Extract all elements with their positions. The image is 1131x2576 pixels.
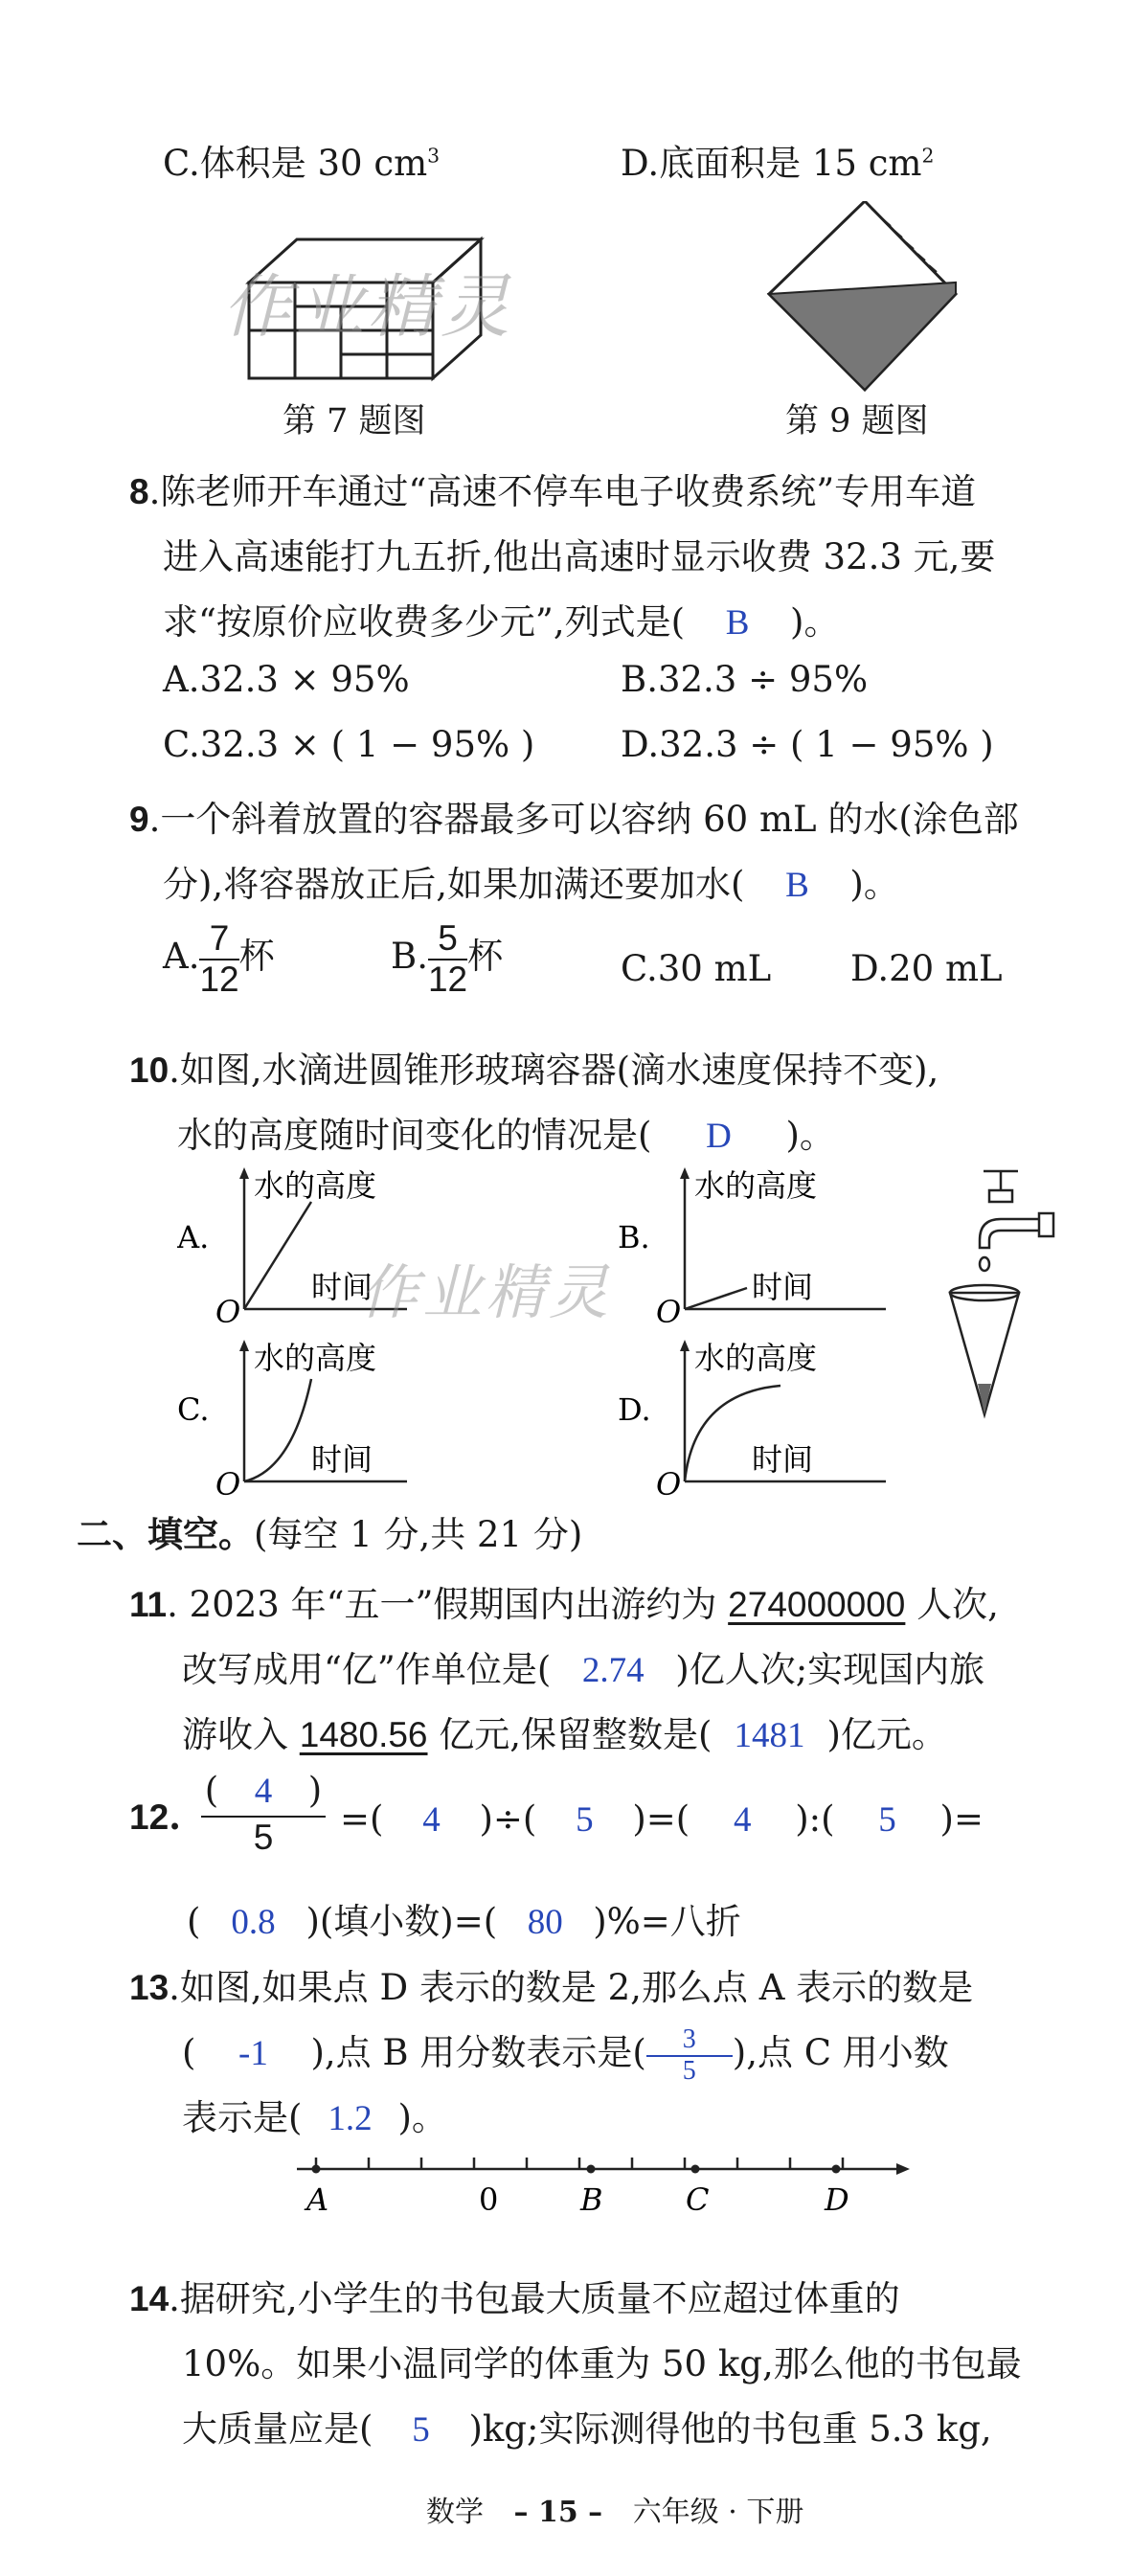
q9-option-a-num: 7 (199, 919, 238, 960)
q13-answer-2-den: 5 (682, 2055, 696, 2086)
q10-graph-d-xlabel: 时间 (752, 1441, 814, 1478)
q8-option-d: D.32.3 ÷ ( 1 − 95% ) (621, 724, 994, 765)
section2-note: (每空 1 分,共 21 分) (254, 1514, 583, 1555)
q11-line1-number: 274000000 (728, 1585, 906, 1624)
q12-eq3: )= (939, 1798, 984, 1840)
q10-graph-c-label: C. (177, 1391, 210, 1428)
q7-option-d-sup: 2 (921, 144, 935, 168)
q11-line3 (182, 1706, 947, 1757)
q12-colon: ):( (795, 1798, 835, 1840)
footer-grade: 六年级 · 下册 (632, 2496, 804, 2529)
q11-line3-post: )亿元。 (826, 1714, 947, 1755)
q13-number-line (287, 2145, 919, 2231)
q13-number: 13 (129, 1968, 170, 2007)
q7-option-c-sup: 3 (427, 144, 441, 168)
q9-option-b-den: 12 (427, 959, 468, 999)
q12-answer-decimal: 0.8 (231, 1903, 276, 1942)
q11-number: 11 (129, 1585, 168, 1624)
q8-line3 (163, 593, 839, 644)
q12-fraction (192, 1770, 335, 1858)
q13-line2 (182, 2023, 949, 2086)
q10-graph-b (618, 1164, 905, 1326)
q12-number: 12. (129, 1796, 182, 1838)
q14-line1 (129, 2270, 900, 2321)
point-d-label: D (825, 2181, 849, 2218)
q12-line2 (187, 1892, 741, 1944)
q11-line2-pre: 改写成用“亿”作单位是( (182, 1649, 552, 1690)
q8-line3-pre: 求“按原价应收费多少元”,列式是( (163, 601, 686, 643)
q12-answer-div1: 4 (422, 1800, 441, 1840)
q10-graph-c-curve (244, 1379, 311, 1481)
section2-heading (77, 1505, 582, 1557)
q13-answer-2-num: 3 (646, 2025, 733, 2057)
q9-option-a-fraction (199, 919, 238, 999)
q12-line2-open: ( (187, 1901, 201, 1942)
q9-line1 (129, 790, 1019, 842)
fig9-caption: 第 9 题图 (785, 402, 929, 441)
q13-line2-open: ( (182, 2032, 196, 2073)
point-d-dot (832, 2165, 841, 2174)
point-a-label: A (306, 2181, 329, 2218)
q9-line2-post: )。 (849, 864, 899, 905)
q8-line2: 进入高速能打九五折,他出高速时显示收费 32.3 元,要 (163, 536, 996, 577)
q12-answer-div2: 5 (576, 1800, 594, 1840)
point-b-label: B (580, 2181, 603, 2218)
footer-subject: 数学 (426, 2496, 484, 2529)
q12-fraction-denominator: 5 (201, 1816, 326, 1858)
q11-answer-2: 1481 (734, 1716, 805, 1755)
q11-line1-post: 人次, (916, 1584, 999, 1625)
q9-option-b-prefix: B. (391, 936, 428, 978)
q12-answer-numerator: 4 (254, 1772, 273, 1811)
q14-number: 14 (129, 2279, 170, 2318)
q10-graph-c-xlabel: 时间 (311, 1441, 373, 1478)
watermark-2: 作业精灵 (359, 1257, 613, 1327)
number-line-arrow (896, 2163, 910, 2175)
q13-line2-post: ),点 C 用小数 (732, 2032, 949, 2073)
q9-option-b-num: 5 (428, 919, 467, 960)
footer-page-number: – 15 – (513, 2496, 603, 2529)
q9-number: 9 (129, 800, 149, 839)
q8-option-a: A.32.3 × 95% (163, 659, 410, 700)
q13-answer-2-fraction (646, 2025, 733, 2087)
q10-line2-post: )。 (785, 1115, 835, 1156)
point-a-dot (312, 2165, 321, 2174)
fig9-water-shading (769, 282, 956, 390)
q14-line3 (182, 2400, 992, 2452)
q10-answer: D (706, 1117, 732, 1156)
q11-line3-number: 1480.56 (299, 1715, 428, 1754)
q12-line2-post: )%=八折 (593, 1901, 741, 1942)
q9-option-a (163, 919, 275, 999)
q11-line2-post: )亿人次;实现国内旅 (675, 1649, 985, 1690)
q7-option-c (163, 134, 440, 186)
point-b-dot (587, 2165, 596, 2174)
q7-option-d (621, 134, 934, 186)
q10-line2 (177, 1106, 835, 1158)
q10-number: 10 (129, 1051, 170, 1090)
q8-line1 (129, 463, 976, 514)
q10-graph-d-label: D. (618, 1391, 651, 1428)
point-zero-label: 0 (479, 2181, 499, 2218)
q12-number-text: 12 (129, 1797, 170, 1837)
q9-option-a-suffix: 杯 (238, 936, 275, 978)
q12-line2-mid: )(填小数)=( (305, 1901, 498, 1942)
q10-graph-c (177, 1336, 417, 1499)
water-drop (980, 1257, 989, 1271)
q12-answer-ratio2: 5 (878, 1800, 896, 1840)
q14-line3-post: )kg;实际测得他的书包重 5.3 kg, (468, 2408, 992, 2450)
q13-text-line1: .如图,如果点 D 表示的数是 2,那么点 A 表示的数是 (169, 1967, 974, 2008)
q9-line2 (163, 855, 899, 907)
q10-graph-b-curve (685, 1288, 747, 1309)
q10-text-line1: .如图,水滴进圆锥形玻璃容器(滴水速度保持不变), (169, 1050, 939, 1091)
q10-graph-b-ylabel: 水的高度 (694, 1167, 818, 1204)
q11-line1 (129, 1575, 999, 1627)
q10-graph-a-label: A. (177, 1219, 210, 1255)
q8-text-line1: .陈老师开车通过“高速不停车电子收费系统”专用车道 (148, 471, 977, 512)
q9-option-c: C.30 mL (621, 948, 772, 989)
fig7-caption: 第 7 题图 (283, 402, 426, 441)
q8-number: 8 (129, 472, 149, 511)
q13-line3-post: )。 (397, 2097, 447, 2138)
q8-option-c: C.32.3 × ( 1 − 95% ) (163, 724, 535, 765)
q12-div: )÷( (479, 1798, 537, 1840)
q10-graph-a-origin: O (215, 1294, 241, 1326)
q10-graph-d-origin: O (656, 1466, 682, 1499)
q9-text-line1: .一个斜着放置的容器最多可以容纳 60 mL 的水(涂色部 (148, 799, 1019, 840)
fig9-tilted-container (764, 201, 1023, 393)
faucet-pipe (1039, 1213, 1053, 1236)
q14-line2: 10%。如果小温同学的体重为 50 kg,那么他的书包最 (182, 2343, 1022, 2384)
point-c-dot (691, 2165, 700, 2174)
q12-fraction-numerator: ( 4 ) (204, 1770, 323, 1811)
q7-option-c-text: C.体积是 30 cm (163, 143, 428, 184)
q13-line3 (182, 2089, 447, 2140)
q13-answer-3: 1.2 (328, 2099, 373, 2138)
point-c-label: C (686, 2181, 710, 2218)
q10-graph-b-origin: O (656, 1294, 682, 1326)
section2-title: 二、填空。 (77, 1513, 254, 1555)
q12-eq2: )=( (632, 1798, 690, 1840)
q11-answer-1: 2.74 (581, 1651, 645, 1690)
q11-line1-pre: . 2023 年“五一”假期国内出游约为 (167, 1584, 717, 1625)
q12-answer-ratio1: 4 (733, 1800, 752, 1840)
q10-graph-b-xlabel: 时间 (752, 1269, 814, 1305)
q11-line3-mid: 亿元,保留整数是( (439, 1714, 713, 1755)
q9-option-b-suffix: 杯 (467, 936, 504, 978)
q10-line2-pre: 水的高度随时间变化的情况是( (177, 1115, 652, 1156)
q9-line2-pre: 分),将容器放正后,如果加满还要加水( (163, 864, 745, 905)
q8-line3-post: )。 (790, 601, 840, 643)
q9-option-b (391, 919, 503, 999)
q8-option-b: B.32.3 ÷ 95% (621, 659, 869, 700)
q10-graph-b-label: B. (618, 1219, 650, 1255)
q13-line1 (129, 1958, 973, 2010)
q10-graph-a-xlabel: 时间 (311, 1269, 373, 1305)
number-line-ticks (316, 2158, 843, 2169)
q10-graph-c-ylabel: 水的高度 (254, 1340, 377, 1376)
q14-line3-pre: 大质量应是( (182, 2408, 373, 2450)
q10-graph-d (618, 1336, 905, 1499)
q9-answer: B (785, 866, 809, 905)
watermark-1: 作业精灵 (222, 266, 514, 347)
q9-option-a-den: 12 (199, 959, 239, 999)
q12-line1-rest (340, 1798, 984, 1841)
q12-eq1: =( (340, 1798, 384, 1840)
q12-answer-percent: 80 (527, 1903, 563, 1942)
q13-line2-mid: ),点 B 用分数表示是( (310, 2032, 646, 2073)
q9-option-b-fraction (428, 919, 467, 999)
q7-option-d-text: D.底面积是 15 cm (621, 143, 922, 184)
q10-graph-c-origin: O (215, 1466, 241, 1499)
q10-graph-a-ylabel: 水的高度 (254, 1167, 377, 1204)
q10-line1 (129, 1041, 939, 1093)
q14-answer: 5 (412, 2410, 430, 2450)
faucet-spout (980, 1219, 1039, 1248)
q14-text-line1: .据研究,小学生的书包最大质量不应超过体重的 (169, 2278, 900, 2319)
q13-line3-pre: 表示是( (182, 2097, 303, 2138)
q9-option-d: D.20 mL (850, 948, 1003, 989)
q9-option-a-prefix: A. (163, 936, 200, 978)
q11-line2 (182, 1640, 984, 1692)
q10-faucet-cone-illustration (943, 1164, 1077, 1427)
footer (426, 2488, 803, 2530)
q11-line3-pre: 游收入 (182, 1714, 288, 1755)
q10-graph-d-ylabel: 水的高度 (694, 1340, 818, 1376)
q13-answer-1: -1 (238, 2034, 268, 2073)
q8-answer: B (725, 603, 750, 643)
q10-graph-a-curve (244, 1202, 311, 1309)
